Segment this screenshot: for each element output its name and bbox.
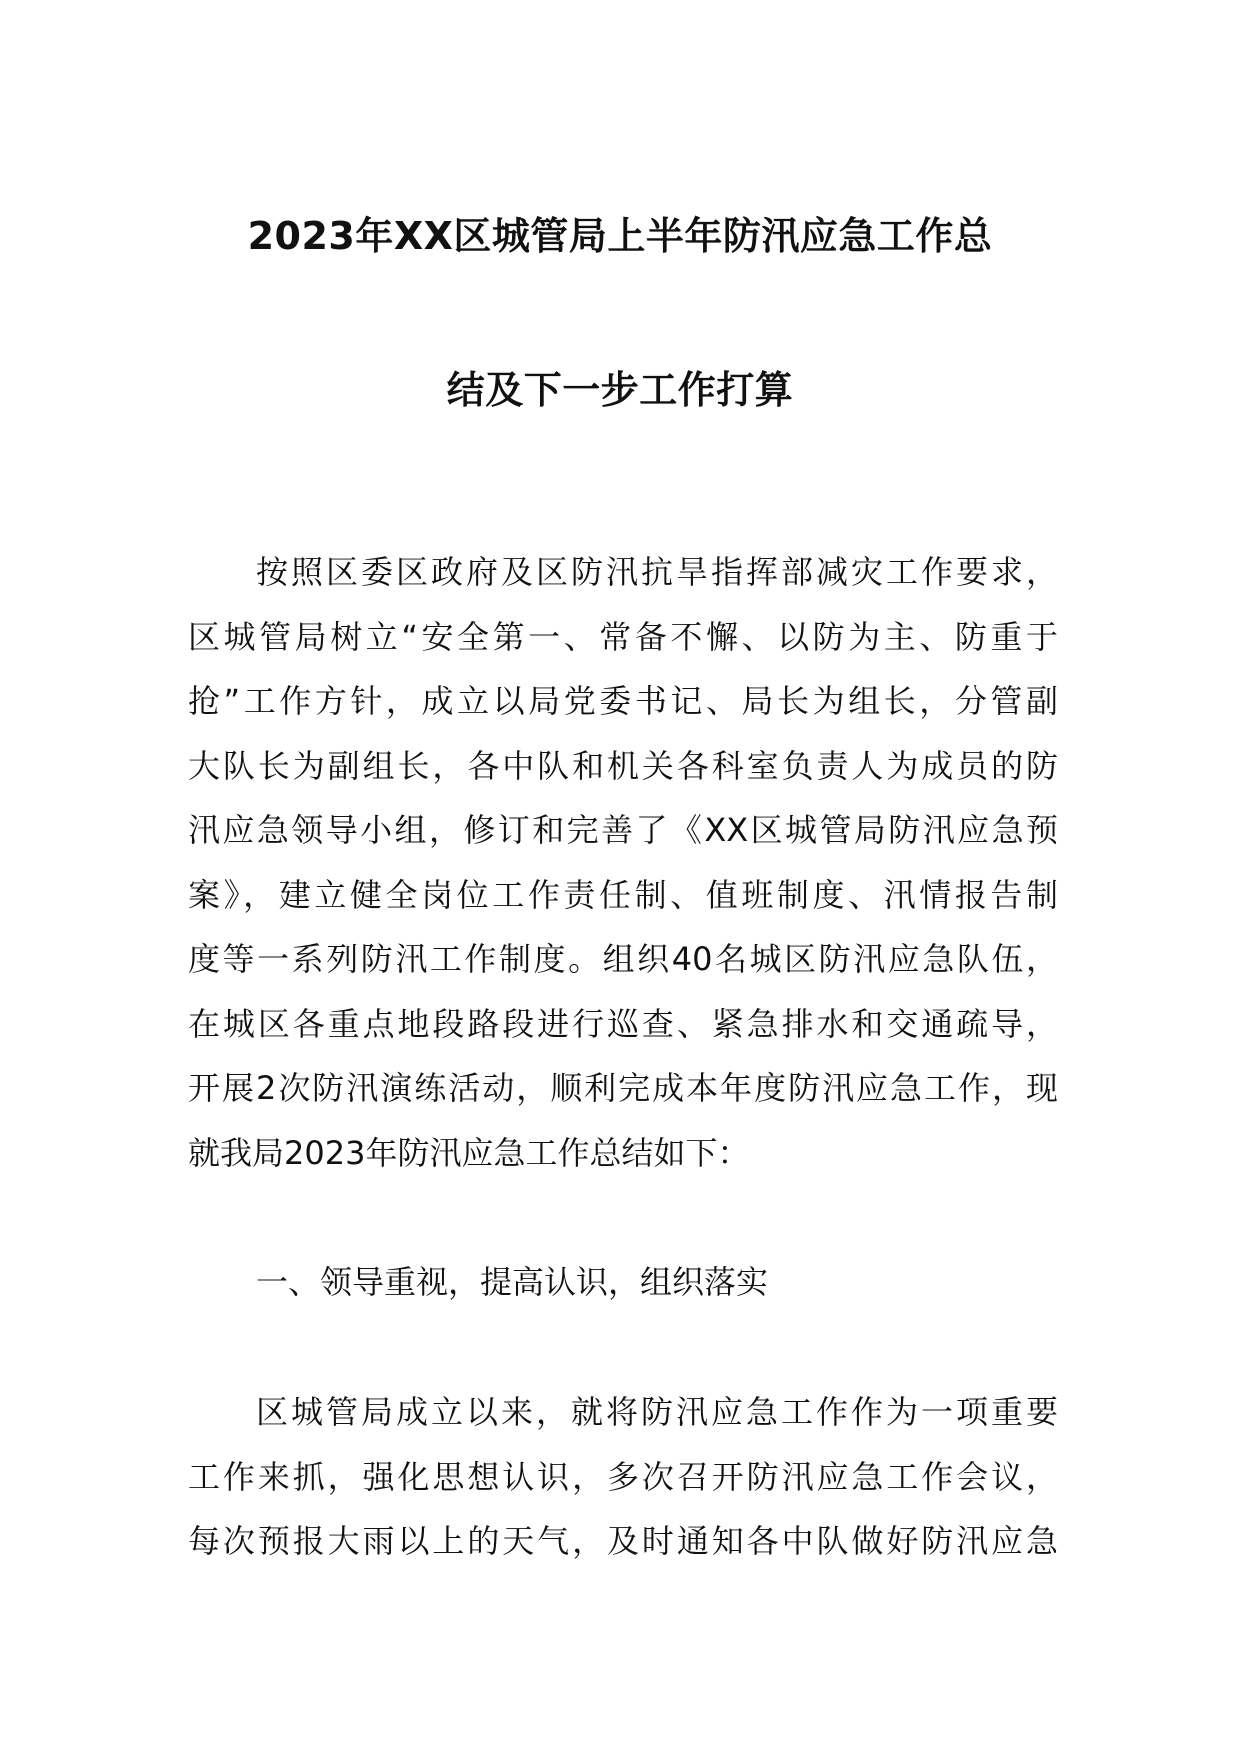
paragraph-line: 开展2次防汛演练活动，顺利完成本年度防汛应急工作，现 [188,1069,1058,1107]
paragraph-line: 在城区各重点地段路段进行巡查、紧急排水和交通疏导， [188,1004,1058,1043]
paragraph-line: 度等一系列防汛工作制度。组织40名城区防汛应急队伍， [188,940,1058,978]
paragraph-line: 抢”工作方针，成立以局党委书记、局长为组长，分管副 [188,682,1058,720]
paragraph-line: 大队长为副组长，各中队和机关各科室负责人为成员的防 [188,746,1058,785]
paragraph-line: 就我局2023年防汛应急工作总结如下： [188,1133,750,1172]
paragraph-line: 汛应急领导小组，修订和完善了《XX区城管局防汛应急预 [188,811,1058,849]
document-title-line-2: 结及下一步工作打算 [446,368,794,412]
paragraph-line: 按照区委区政府及区防汛抗旱指挥部减灾工作要求， [256,553,1058,591]
paragraph-intro [188,540,1058,1185]
section-heading-1 [188,1250,1058,1315]
document-title-line-1: 2023年XX区城管局上半年防汛应急工作总 [247,214,993,258]
section-heading-text: 一、领导重视，提高认识，组织落实 [256,1263,769,1301]
paragraph-line: 区城管局成立以来，就将防汛应急工作作为一项重要 [256,1393,1058,1431]
paragraph-line: 每次预报大雨以上的天气，及时通知各中队做好防汛应急 [188,1522,1058,1560]
paragraph-line: 案》，建立健全岗位工作责任制、值班制度、汛情报告制 [188,875,1058,914]
paragraph-line: 工作来抓，强化思想认识，多次召开防汛应急工作会议， [188,1457,1058,1496]
paragraph-line: 区城管局树立“安全第一、常备不懈、以防为主、防重于 [188,617,1058,656]
paragraph-section-1 [188,1380,1058,1574]
